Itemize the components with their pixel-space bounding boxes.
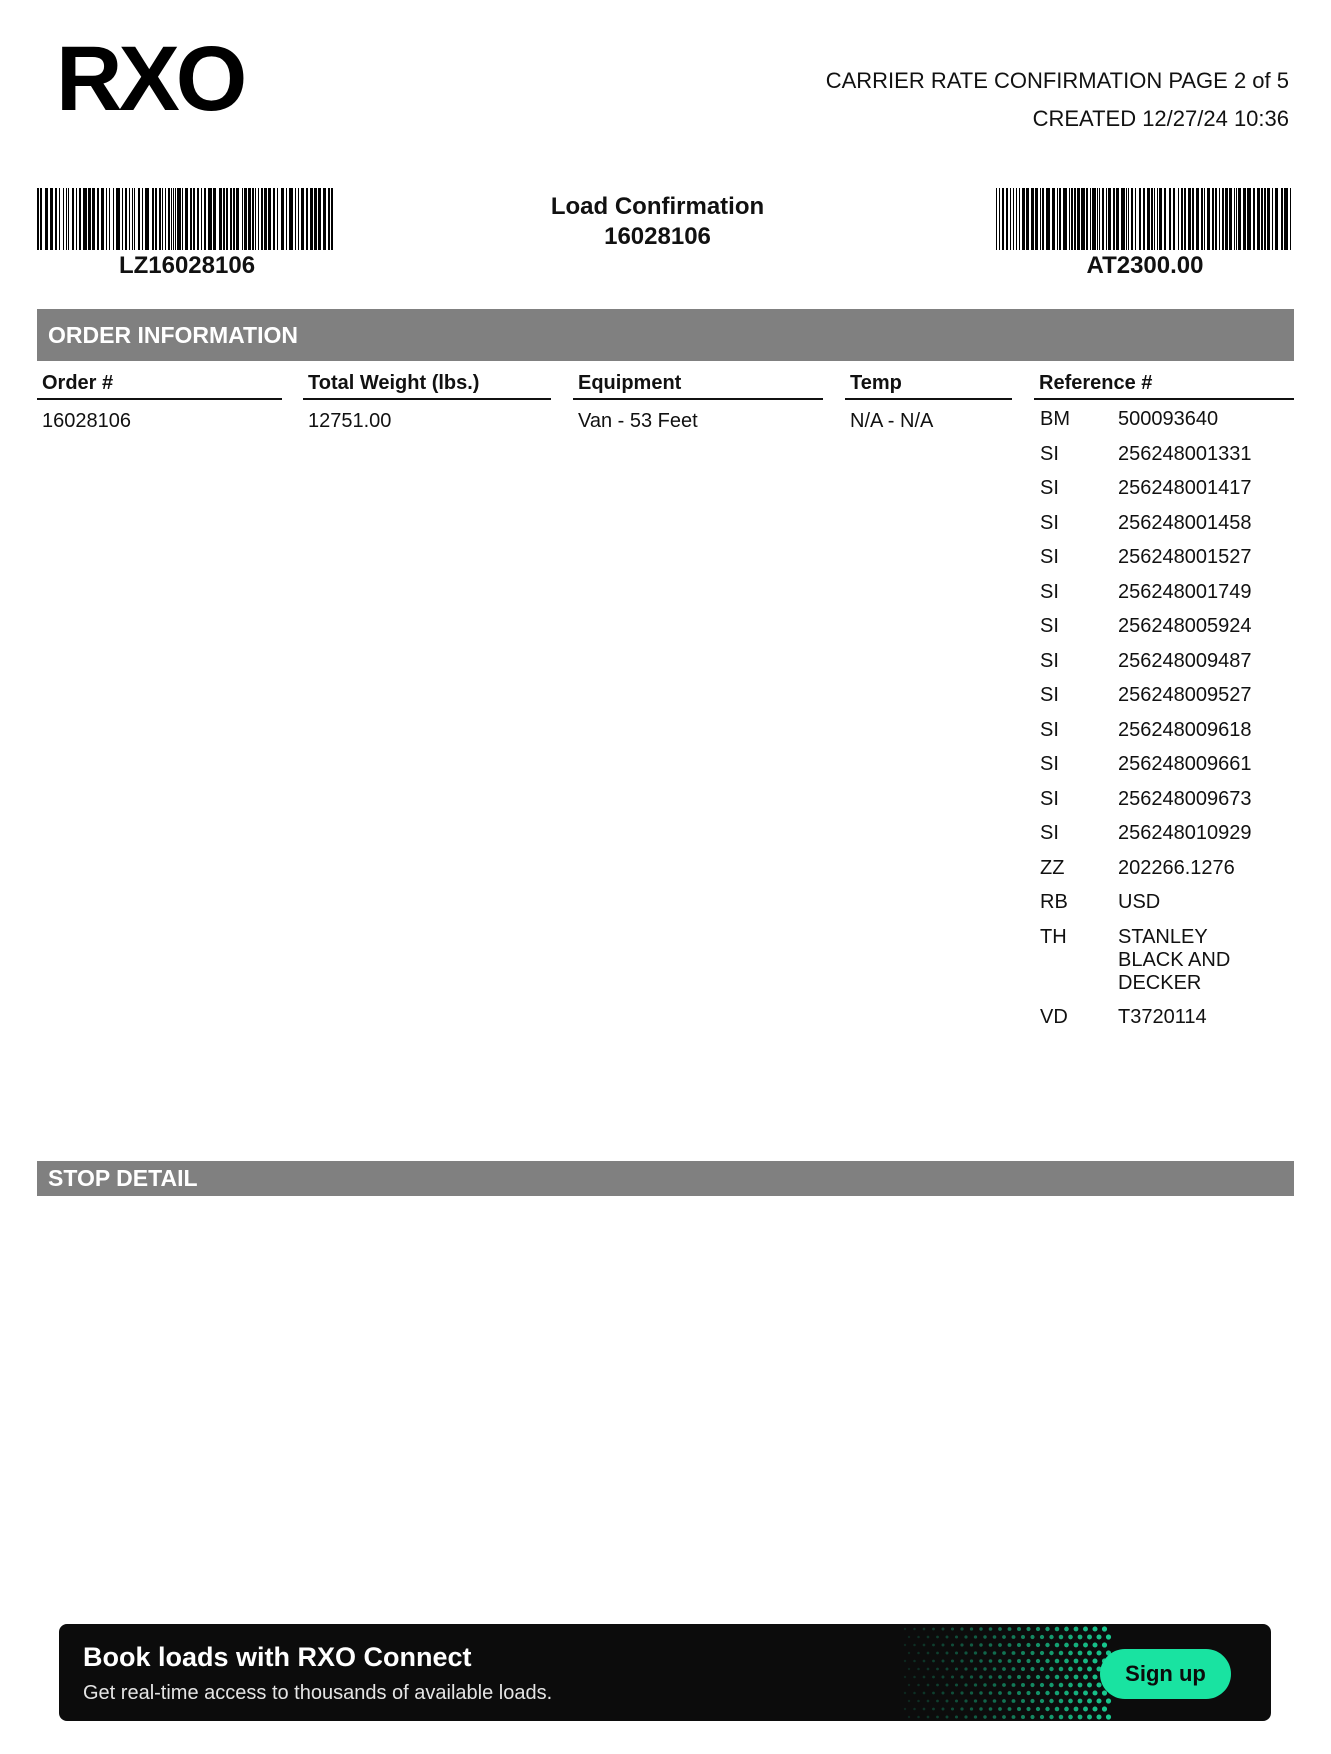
- svg-text:RXO: RXO: [56, 38, 244, 118]
- col-equipment: Equipment: [573, 368, 823, 400]
- reference-value: 256248001527: [1118, 546, 1252, 568]
- load-barcode: [37, 188, 337, 250]
- reference-row: [1040, 408, 1294, 431]
- reference-value: STANLEY BLACK AND DECKER: [1118, 925, 1231, 994]
- reference-row: [1040, 891, 1294, 914]
- total-weight-value: 12751.00: [308, 410, 392, 432]
- reference-value: 500093640: [1118, 408, 1219, 430]
- reference-list: [1040, 408, 1294, 1041]
- reference-row: [1040, 788, 1294, 811]
- stop-detail-header: STOP DETAIL: [37, 1161, 1294, 1196]
- reference-qualifier: SI: [1040, 649, 1059, 672]
- reference-row: [1040, 1006, 1294, 1029]
- reference-qualifier: SI: [1040, 615, 1059, 637]
- col-order-number: Order #: [37, 368, 282, 400]
- reference-row: [1040, 926, 1294, 995]
- rxo-logo: [56, 38, 256, 118]
- load-barcode-label: LZ16028106: [118, 252, 256, 279]
- reference-qualifier: SI: [1040, 511, 1059, 534]
- col-temp: Temp: [845, 368, 1012, 400]
- reference-value: 256248001458: [1118, 511, 1252, 534]
- rxo-connect-banner: [59, 1624, 1271, 1721]
- title-load-number: 16028106: [604, 223, 711, 250]
- reference-value: 256248009487: [1118, 649, 1252, 672]
- reference-row: [1040, 512, 1294, 535]
- reference-qualifier: SI: [1040, 580, 1059, 603]
- reference-row: [1040, 615, 1294, 638]
- reference-qualifier: SI: [1040, 787, 1059, 810]
- reference-row: [1040, 719, 1294, 742]
- reference-row: [1040, 684, 1294, 707]
- order-number-value: 16028106: [42, 410, 131, 432]
- reference-qualifier: TH: [1040, 925, 1067, 948]
- order-information-header: ORDER INFORMATION: [37, 309, 1294, 361]
- reference-qualifier: SI: [1040, 822, 1059, 844]
- page-indicator: CARRIER RATE CONFIRMATION PAGE 2 of 5: [825, 68, 1289, 93]
- col-reference: Reference #: [1034, 368, 1294, 400]
- amount-barcode: [996, 188, 1294, 250]
- reference-value: 256248001417: [1118, 477, 1252, 499]
- banner-title: Book loads with RXO Connect: [83, 1642, 472, 1672]
- reference-qualifier: SI: [1040, 442, 1059, 465]
- col-total-weight: Total Weight (lbs.): [303, 368, 551, 400]
- reference-value: 256248009618: [1118, 718, 1252, 741]
- reference-qualifier: VD: [1040, 1006, 1068, 1028]
- dot-pattern-decoration: [899, 1624, 1119, 1721]
- reference-row: [1040, 581, 1294, 604]
- reference-value: 256248001749: [1118, 580, 1252, 603]
- reference-row: [1040, 822, 1294, 845]
- document-header-info: [826, 62, 1289, 138]
- equipment-value: Van - 53 Feet: [578, 410, 698, 432]
- reference-row: [1040, 857, 1294, 880]
- banner-subtitle: Get real-time access to thousands of available loads.: [83, 1682, 553, 1704]
- amount-barcode-label: AT2300.00: [1086, 252, 1204, 279]
- reference-qualifier: SI: [1040, 684, 1059, 706]
- reference-value: 256248001331: [1118, 442, 1252, 465]
- reference-row: [1040, 546, 1294, 569]
- load-confirmation-title: [470, 192, 845, 252]
- reference-value: 202266.1276: [1118, 856, 1235, 879]
- reference-value: 256248010929: [1118, 822, 1252, 844]
- reference-qualifier: SI: [1040, 546, 1059, 568]
- reference-qualifier: SI: [1040, 477, 1059, 499]
- reference-qualifier: BM: [1040, 408, 1070, 430]
- reference-qualifier: RB: [1040, 891, 1068, 913]
- reference-qualifier: SI: [1040, 753, 1059, 775]
- reference-value: 256248009661: [1118, 753, 1252, 775]
- reference-qualifier: SI: [1040, 718, 1059, 741]
- temp-value: N/A - N/A: [850, 410, 934, 432]
- reference-qualifier: ZZ: [1040, 856, 1065, 879]
- reference-value: 256248009527: [1118, 684, 1252, 706]
- title-line: Load Confirmation: [550, 193, 765, 220]
- reference-value: 256248009673: [1118, 787, 1252, 810]
- reference-row: [1040, 443, 1294, 466]
- reference-value: T3720114: [1118, 1006, 1207, 1028]
- reference-row: [1040, 477, 1294, 500]
- created-timestamp: CREATED 12/27/24 10:36: [1032, 106, 1289, 131]
- reference-value: 256248005924: [1118, 615, 1252, 637]
- reference-row: [1040, 753, 1294, 776]
- reference-value: USD: [1118, 891, 1161, 913]
- sign-up-button[interactable]: Sign up: [1100, 1649, 1231, 1699]
- reference-row: [1040, 650, 1294, 673]
